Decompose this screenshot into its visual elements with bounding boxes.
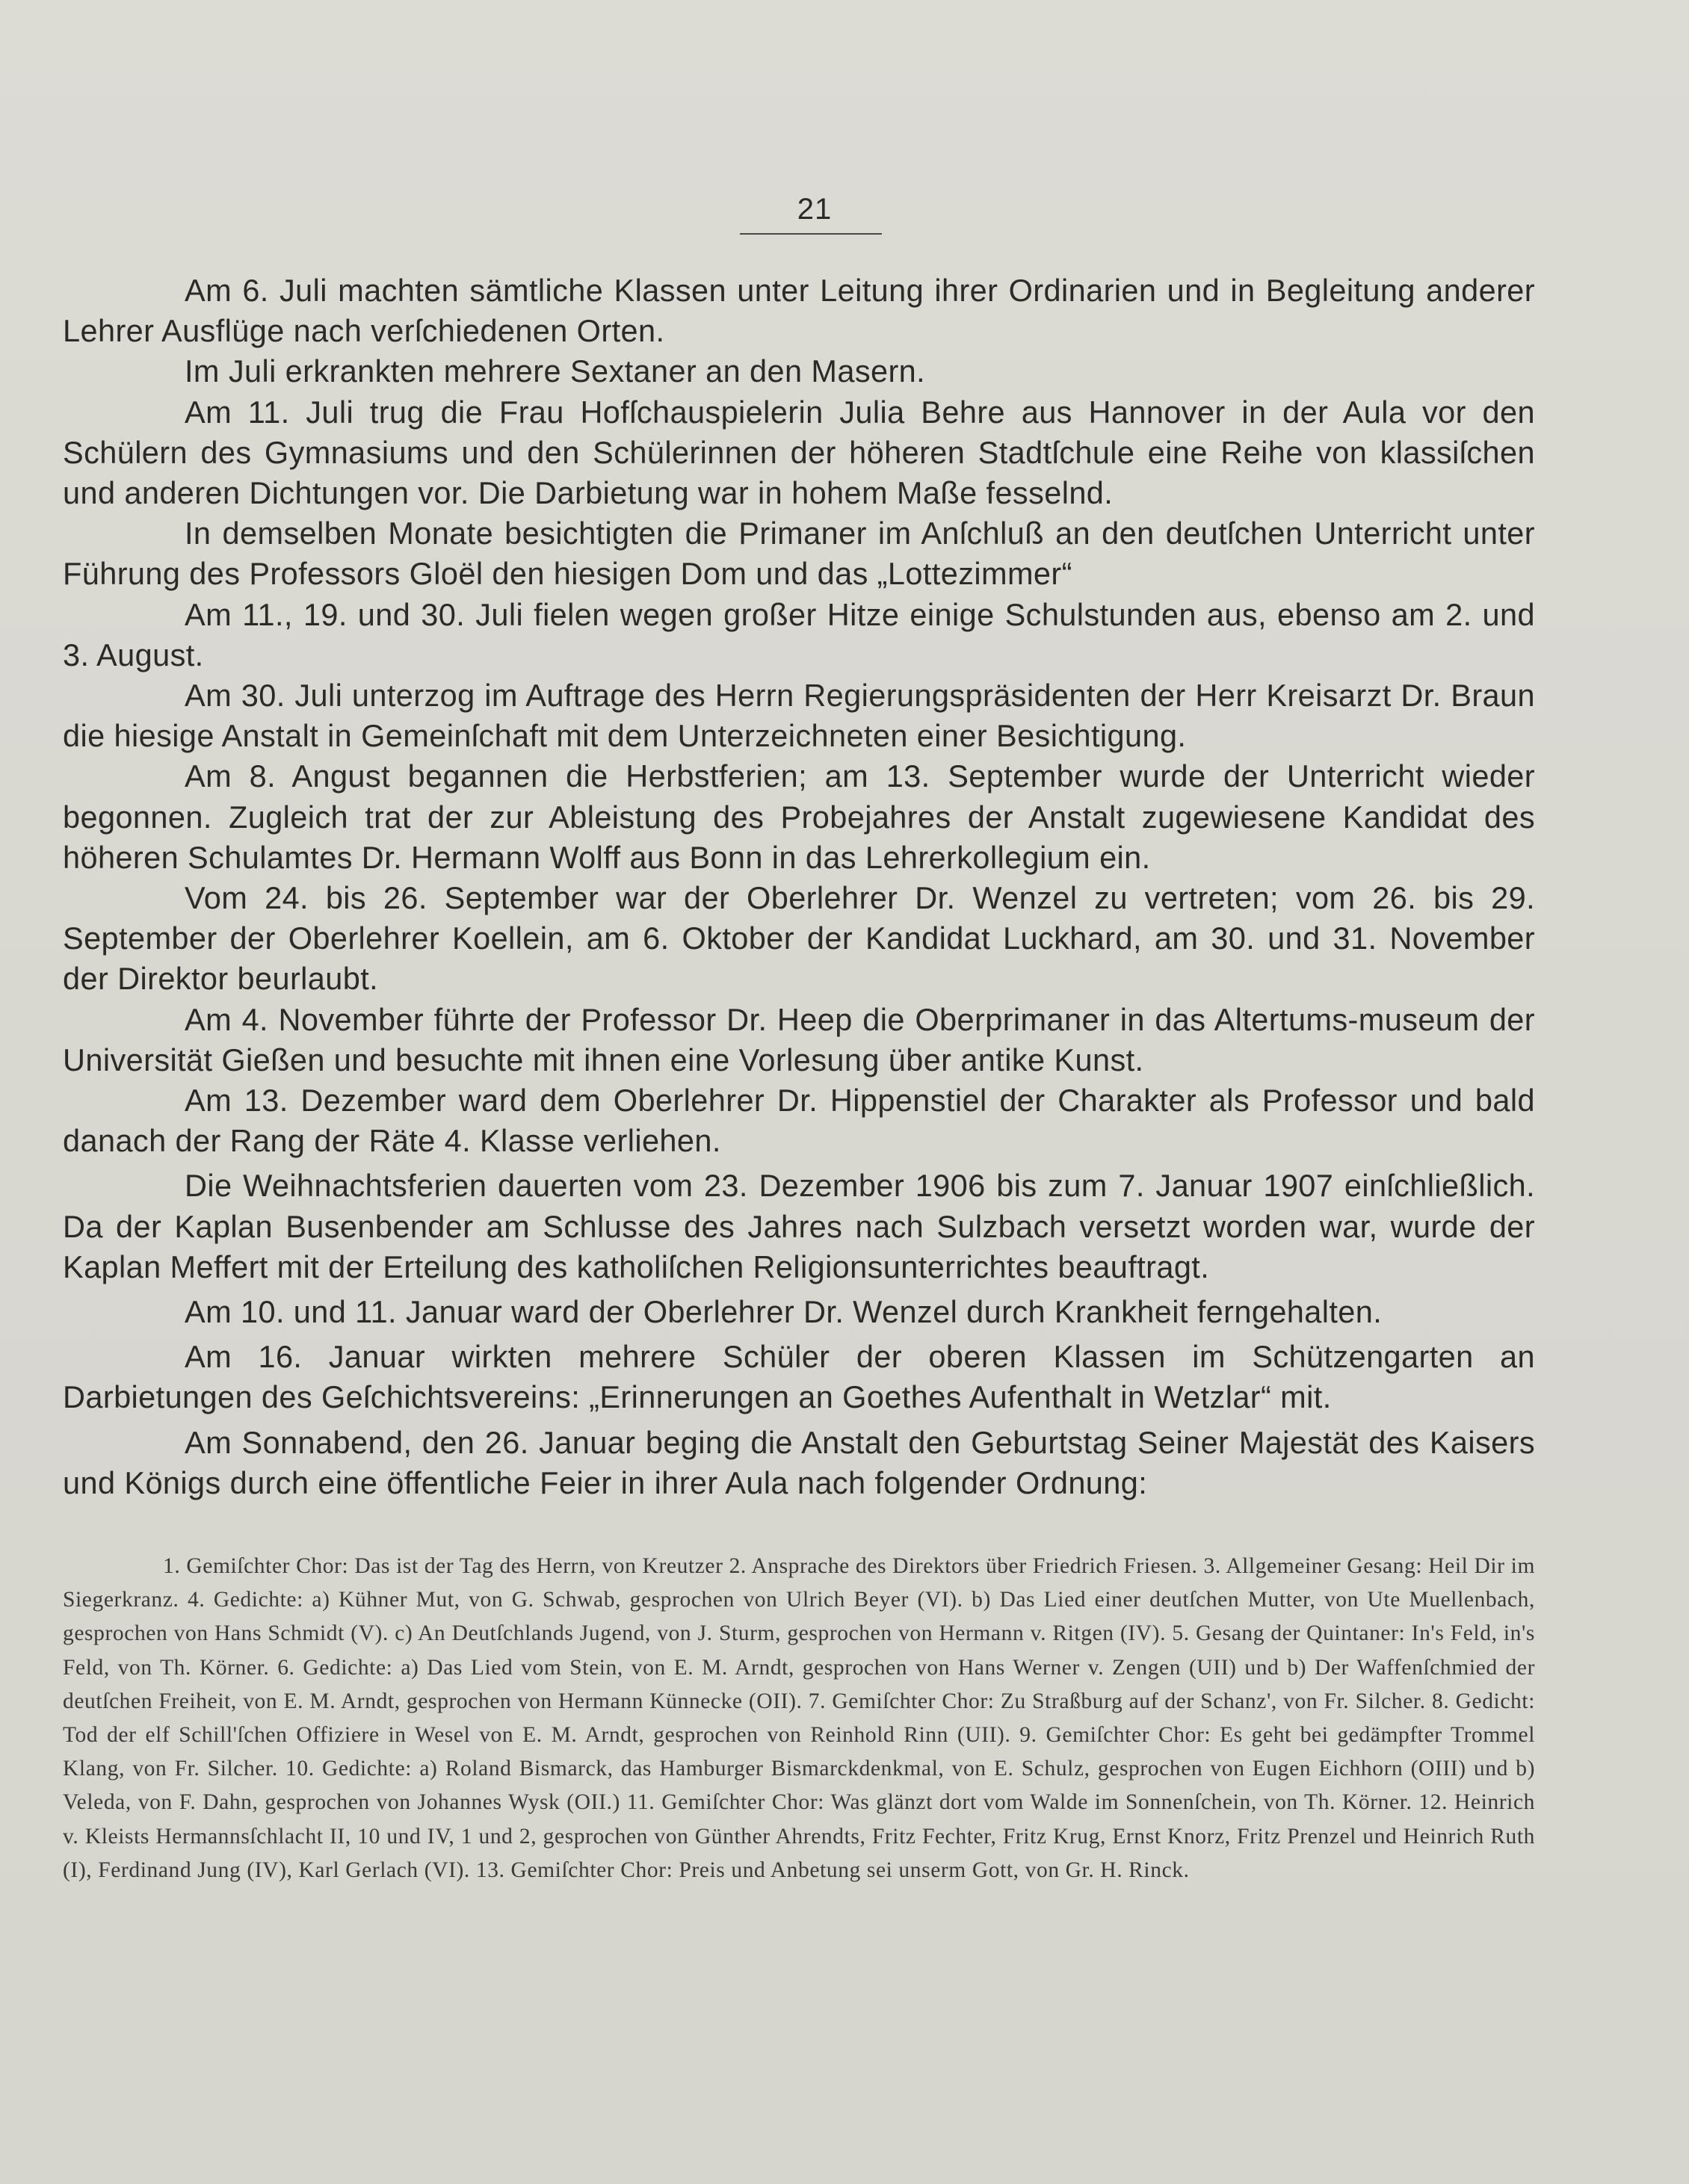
- paragraph: Am 6. Juli machten sämtliche Klassen unter Leitung ihrer Ordinarien und in Begleitung anderer Lehrer Ausflüge nach verſchiedenen Orten.: [63, 273, 1535, 349]
- paragraph: Am 11. Juli trug die Frau Hofſchauspielerin Julia Behre aus Hannover in der Aula vor den Schülern des Gymnasiums und den Schülerinnen der höheren Stadtſchule eine Reihe von klassiſchen und anderen Dichtungen vor. Die Darbietung war in hohem Maße fesselnd.: [63, 394, 1535, 511]
- paragraph: Am 10. und 11. Januar ward der Oberlehrer Dr. Wenzel durch Krankheit ferngehalten.: [185, 1294, 1383, 1330]
- paragraph: Am 8. Angust begannen die Herbstferien; am 13. September wurde der Unterricht wieder begonnen. Zugleich trat der zur Ableistung des Probejahres der Anstalt zugewiesene Kandidat des höheren Schulamtes Dr. Hermann Wolff aus Bonn in das Lehrerkollegium ein.: [63, 758, 1535, 875]
- paragraph: Am 30. Juli unterzog im Auftrage des Herrn Regierungspräsidenten der Herr Kreisarzt Dr. Braun die hiesige Anstalt in Gemeinſchaft mit dem Unterzeichneten einer Besichtigung.: [63, 678, 1535, 754]
- paragraph: Die Weihnachtsferien dauerten vom 23. Dezember 1906 bis zum 7. Januar 1907 einſchließlich. Da der Kaplan Busenbender am Schlusse des Jahres nach Sulzbach versetzt worden war, wurde der Kaplan Meffert mit der Erteilung des katholiſchen Religionsunterrichtes beauftragt.: [63, 1168, 1535, 1284]
- paragraph: Im Juli erkrankten mehrere Sextaner an den Masern.: [185, 353, 926, 389]
- ceremony-program: 1. Gemiſchter Chor: Das ist der Tag des Herrn, von Kreutzer 2. Ansprache des Direktors über Friedrich Friesen. 3. Allgemeiner Gesang: Heil Dir im Siegerkranz. 4. Gedichte: a) Kühner Mut, von G. Schwab, gesprochen von Ulrich Beyer (VI). b) Das Lied einer deutſchen Mutter, von Ute Muellenbach, gesprochen von Hans Schmidt (V). c) An Deutſchlands Jugend, von J. Sturm, gesprochen von Hermann v. Ritgen (IV). 5. Gesang der Quintaner: In's Feld, in's Feld, von Th. Körner. 6. Gedichte: a) Das Lied vom Stein, von E. M. Arndt, gesprochen von Hans Werner v. Zengen (UII) und b) Der Waffenſchmied der deutſchen Freiheit, von E. M. Arndt, gesprochen von Hermann Künnecke (OII). 7. Gemiſchter Chor: Zu Straßburg auf der Schanz', von Fr. Silcher. 8. Gedicht: Tod der elf Schill'ſchen Offiziere in Wesel von E. M. Arndt, gesprochen von Reinhold Rinn (UII). 9. Gemiſchter Chor: Es geht bei gedämpfter Trommel Klang, von Fr. Silcher. 10. Gedichte: a) Roland Bismarck, das Hamburger Bismarckdenkmal, von E. Schulz, gesprochen von Eugen Eichhorn (OIII) und b) Veleda, von F. Dahn, gesprochen von Johannes Wysk (OII.) 11. Gemiſchter Chor: Was glänzt dort vom Walde im Sonnenſchein, von Th. Körner. 12. Heinrich v. Kleists Hermannsſchlacht II, 10 und IV, 1 und 2, gesprochen von Günther Ahrendts, Fritz Fechter, Fritz Krug, Ernst Knorz, Fritz Prenzel und Heinrich Ruth (I), Ferdinand Jung (IV), Karl Gerlach (VI). 13. Gemiſchter Chor: Preis und Anbetung sei unserm Gott, von Gr. H. Rinck.: [63, 1554, 1535, 1882]
- paragraph: Am Sonnabend, den 26. Januar beging die Anstalt den Geburtstag Seiner Majestät des Kaisers und Königs durch eine öffentliche Feier in ihrer Aula nach folgender Ordnung:: [63, 1424, 1535, 1500]
- page-number: 21: [797, 193, 833, 226]
- page-number-rule: [740, 233, 882, 235]
- paragraph: Am 16. Januar wirkten mehrere Schüler der oberen Klassen im Schützengarten an Darbietungen des Geſchichtsvereins: „Erinnerungen an Goethes Aufenthalt in Wetzlar“ mit.: [63, 1339, 1535, 1415]
- chronicle-text: [63, 270, 1535, 1503]
- paragraph: Am 13. Dezember ward dem Oberlehrer Dr. Hippenstiel der Charakter als Professor und bald danach der Rang der Räte 4. Klasse verliehen.: [63, 1083, 1535, 1159]
- paragraph: Am 11., 19. und 30. Juli fielen wegen großer Hitze einige Schulstunden aus, ebenso am 2. und 3. August.: [63, 596, 1535, 672]
- paragraph: Vom 24. bis 26. September war der Oberlehrer Dr. Wenzel zu vertreten; vom 26. bis 29. September der Oberlehrer Koellein, am 6. Oktober der Kandidat Luckhard, am 30. und 31. November der Direktor beurlaubt.: [63, 880, 1535, 997]
- paragraph: In demselben Monate besichtigten die Primaner im Anſchluß an den deutſchen Unterricht unter Führung des Professors Gloël den hiesigen Dom und das „Lottezimmer“: [63, 516, 1535, 592]
- paragraph: Am 4. November führte der Professor Dr. Heep die Oberprimaner in das Altertums-museum der Universität Gießen und besuchte mit ihnen eine Vorlesung über antike Kunst.: [63, 1001, 1535, 1077]
